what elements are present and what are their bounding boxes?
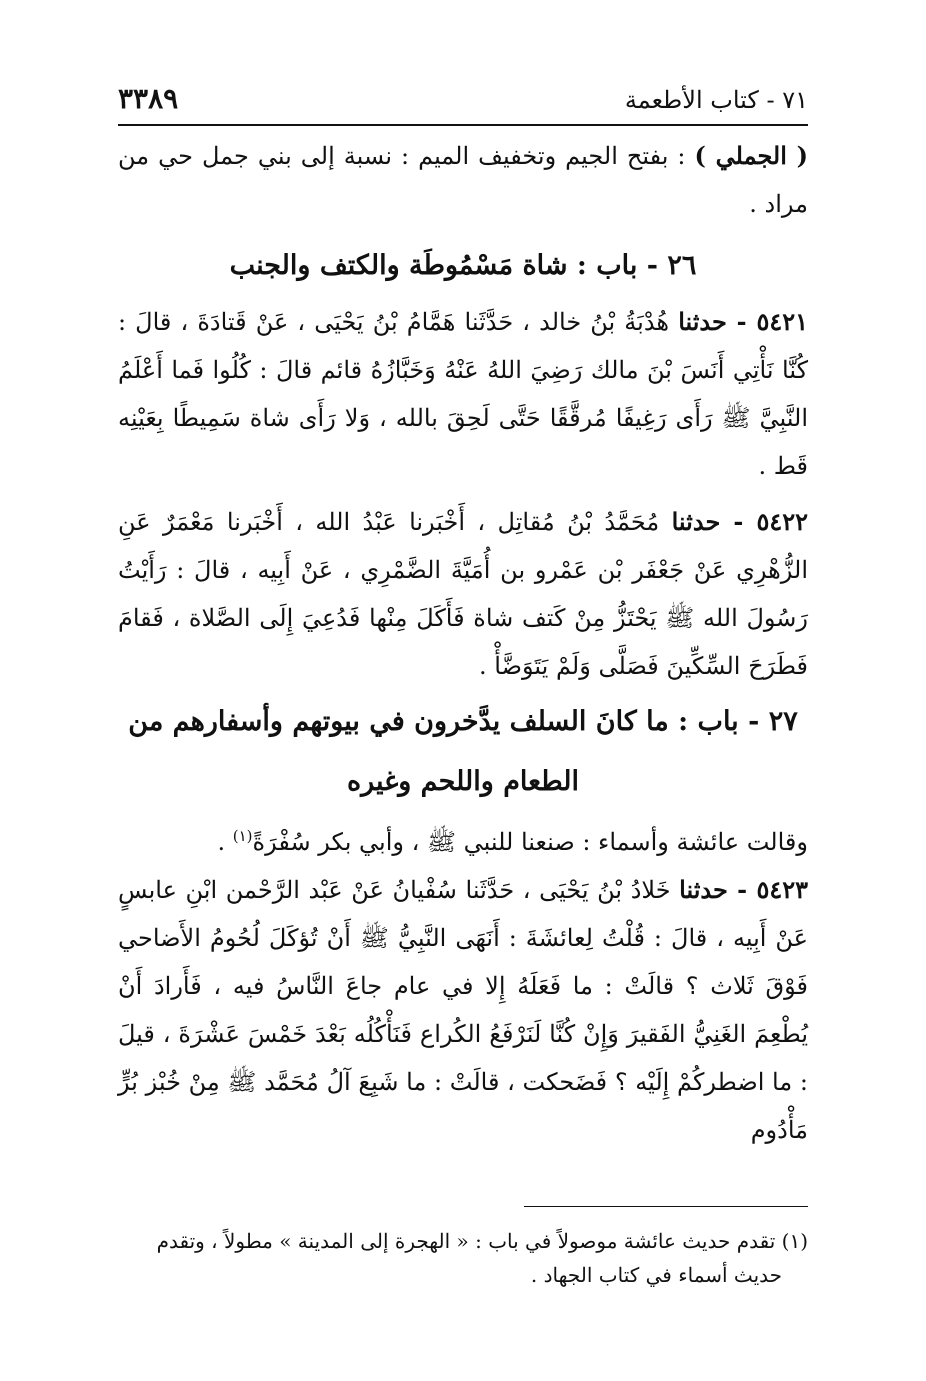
- hadith-text: هُدْبَةُ بْنُ خالد ، حَدَّثَنا هَمَّامُ بْنُ يَحْيَى ، عَنْ قَتادَةَ ، قالَ : كُنَّا نَأْتِي أَنَسَ بْنَ مالك رَضِيَ اللهُ عَنْهُ وَخَبَّازُهُ قائم قالَ : كُلُوا فَما أَعْلَمُ النَّبِيَّ ﷺ رَأَى رَغِيفًا مُرقَّقًا حَتَّى لَحِقَ بالله ، وَلا رَأَى شاة سَمِيطًا بِعَيْنِه قَط .: [118, 308, 808, 480]
- hadith-5421: [118, 298, 808, 490]
- running-header: [118, 82, 808, 122]
- hadith-5422: [118, 498, 808, 690]
- chapter-heading-27: ٢٧ - باب : ما كانَ السلف يدَّخرون في بيوتهم وأسفارهم من الطعام واللحم وغيره: [128, 706, 798, 797]
- hadith-number: ٥٤٢٢ - حدثنا: [671, 507, 809, 536]
- chapter-title: ٧١ - كتاب الأطعمة: [624, 86, 808, 114]
- note-text: : بفتح الجيم وتخفيف الميم : نسبة إلى بني جمل حي من مراد .: [118, 142, 808, 218]
- footnote: [118, 1224, 808, 1292]
- quote-text: وقالت عائشة وأسماء : صنعنا للنبي ﷺ ، وأبي بكر سُفْرَةً: [252, 828, 808, 856]
- footnote-line-2: حديث أسماء في كتاب الجهاد .: [530, 1263, 782, 1287]
- glossary-note: [118, 132, 808, 228]
- hadith-number: ٥٤٢٣ - حدثنا: [679, 875, 809, 904]
- footnote-marker: (١): [232, 827, 253, 845]
- chapter-heading-26: ٢٦ - باب : شاة مَسْمُوطَة والكتف والجنب: [229, 250, 697, 281]
- quote-end: .: [217, 828, 233, 856]
- quote-paragraph: [118, 818, 808, 866]
- page-number: ٣٣٨٩: [118, 82, 179, 115]
- hadith-5423: [118, 866, 808, 1154]
- note-term: ( الجملي ): [694, 141, 809, 170]
- hadith-text: مُحَمَّدُ بْنُ مُقاتِل ، أَخْبَرنا عَبْدُ الله ، أَخْبَرنا مَعْمَرٌ عَنِ الزُّهْرِي عَنْ جَعْفَر بْن عَمْرو بن أُمَيَّةَ الضَّمْرِي ، عَنْ أَبِيه ، قالَ : رَأَيْتُ رَسُولَ الله ﷺ يَحْتَزُّ مِنْ كَتف شاة فَأَكَلَ مِنْها فَدُعِيَ إِلَى الصَّلاة ، فَقامَ فَطَرَحَ السِّكِّينَ فَصَلَّى وَلَمْ يَتَوَضَّأْ .: [118, 508, 808, 680]
- header-rule: [118, 124, 808, 126]
- main-text: [118, 132, 808, 1154]
- footnote-line-1: (١) تقدم حديث عائشة موصولاً في باب : « الهجرة إلى المدينة » مطولاً ، وتقدم: [156, 1229, 808, 1253]
- footnote-rule: [524, 1206, 808, 1207]
- hadith-text: خَلادُ بْنُ يَحْيَى ، حَدَّثَنا سُفْيانُ عَنْ عَبْد الرَّحْمن ابْنِ عابسٍ عَنْ أَبِيه ، قالَ : قُلْتُ لِعائشَةَ : أَنَهَى النَّبِيُّ ﷺ أَنْ تُؤكَلَ لُحُومُ الأَضاحي فَوْقَ ثَلاث ؟ قالَتْ : ما فَعَلَهُ إِلا في عام جاعَ النَّاسُ فيه ، فَأَرادَ أَنْ يُطْعِمَ الغَنِيُّ الفَقيرَ وَإِنْ كُنَّا لَنَرْفَعُ الكُراع فَنَأْكُلُه بَعْدَ خَمْسَ عَشْرَةَ ، قيلَ : ما اضطركُمْ إِلَيْه ؟ فَضَحكت ، قالَتْ : ما شَبِعَ آلُ مُحَمَّد ﷺ مِنْ خُبْز بُرٍّ مَأْدُوم: [118, 876, 808, 1144]
- hadith-number: ٥٤٢١ - حدثنا: [678, 307, 809, 336]
